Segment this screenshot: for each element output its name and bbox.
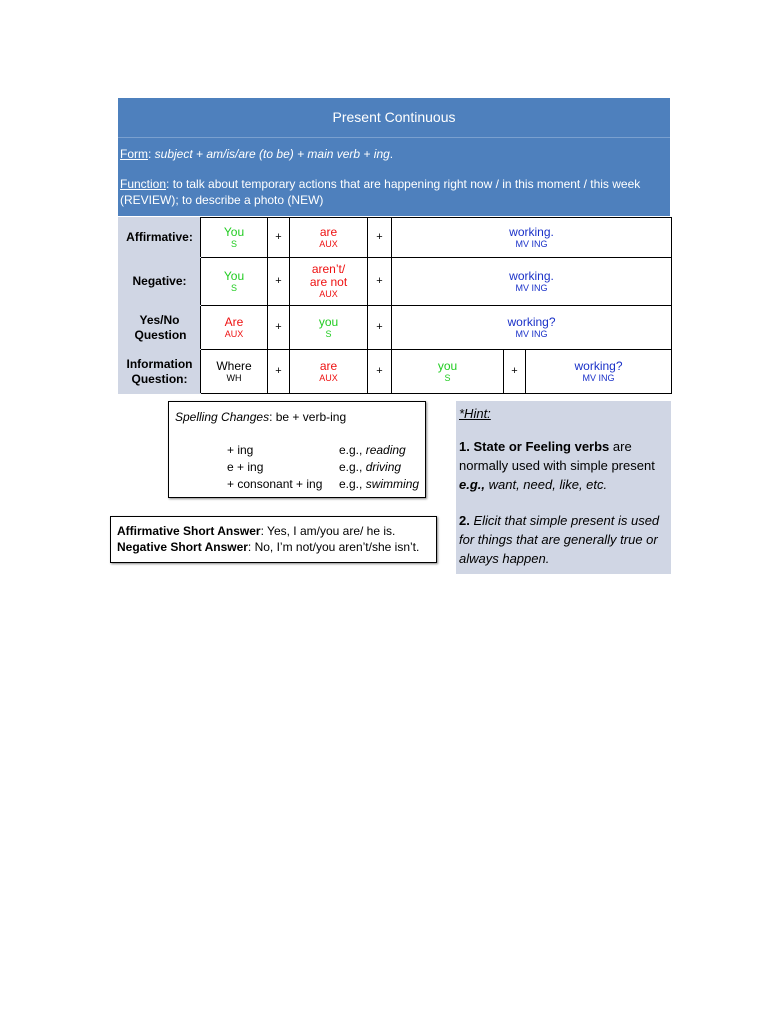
table-row — [119, 258, 672, 306]
subject-cell: You S — [201, 258, 268, 306]
function-line — [118, 176, 670, 208]
plus-sign: + — [368, 350, 392, 394]
subject-cell: You S — [201, 218, 268, 258]
form-line: Form: subject + am/is/are (to be) + main verb + ing. — [120, 147, 394, 161]
hint-point-2: 2. Elicit that simple present is used for things that are generally true or always happen. — [459, 513, 660, 566]
rule-text: + ing — [227, 443, 254, 457]
page-title: Present Continuous — [118, 98, 670, 138]
verb-cell: working. MV ING — [392, 258, 672, 306]
verb-cell: working? MV ING — [392, 306, 672, 350]
rule-text: e + ing — [227, 460, 264, 474]
plus-sign: + — [368, 258, 392, 306]
plus-sign: + — [368, 306, 392, 350]
subject-cell: you S — [290, 306, 368, 350]
plus-sign: + — [504, 350, 526, 394]
plus-sign: + — [268, 218, 290, 258]
grammar-table — [118, 217, 672, 394]
row-label: Yes/No Question — [119, 306, 201, 350]
aux-cell: aren’t/ are not AUX — [290, 258, 368, 306]
hint-point-1: 1. State or Feeling verbs are normally used with simple present e.g., want, need, like, etc. — [459, 439, 655, 492]
row-label: Affirmative: — [119, 218, 201, 258]
aux-cell: Are AUX — [201, 306, 268, 350]
form-label: Form — [120, 147, 148, 161]
subject-cell: you S — [392, 350, 504, 394]
function-text: : to talk about temporary actions that are happening right now / in this moment / this week (REVIEW); to describe a photo (NEW) — [120, 177, 641, 207]
aux-cell: are AUX — [290, 218, 368, 258]
affirmative-short-answer: Affirmative Short Answer: Yes, I am/you are/ he is. — [117, 524, 396, 538]
function-label: Function — [120, 177, 167, 191]
hint-title: *Hint: — [459, 406, 491, 421]
plus-sign: + — [268, 258, 290, 306]
verb-cell: working? MV ING — [526, 350, 672, 394]
header-panel — [118, 98, 670, 216]
spelling-box — [168, 401, 426, 498]
rule-example: e.g., reading — [339, 443, 406, 457]
aux-cell: are AUX — [290, 350, 368, 394]
form-text: subject + am/is/are (to be) + main verb + ing — [154, 147, 390, 161]
row-label: Negative: — [119, 258, 201, 306]
rule-example: e.g., driving — [339, 460, 402, 474]
table-row — [119, 218, 672, 258]
short-answer-box — [110, 516, 437, 563]
spelling-title: Spelling Changes: be + verb-ing — [175, 410, 347, 424]
rule-text: + consonant + ing — [227, 477, 323, 491]
verb-cell: working. MV ING — [392, 218, 672, 258]
table-row — [119, 350, 672, 394]
plus-sign: + — [368, 218, 392, 258]
rule-example: e.g., swimming — [339, 477, 420, 491]
plus-sign: + — [268, 306, 290, 350]
table-row — [119, 306, 672, 350]
plus-sign: + — [268, 350, 290, 394]
row-label: Information Question: — [119, 350, 201, 394]
negative-short-answer: Negative Short Answer: No, I’m not/you aren’t/she isn’t. — [117, 540, 420, 554]
hint-box — [456, 401, 671, 574]
wh-cell: Where WH — [201, 350, 268, 394]
